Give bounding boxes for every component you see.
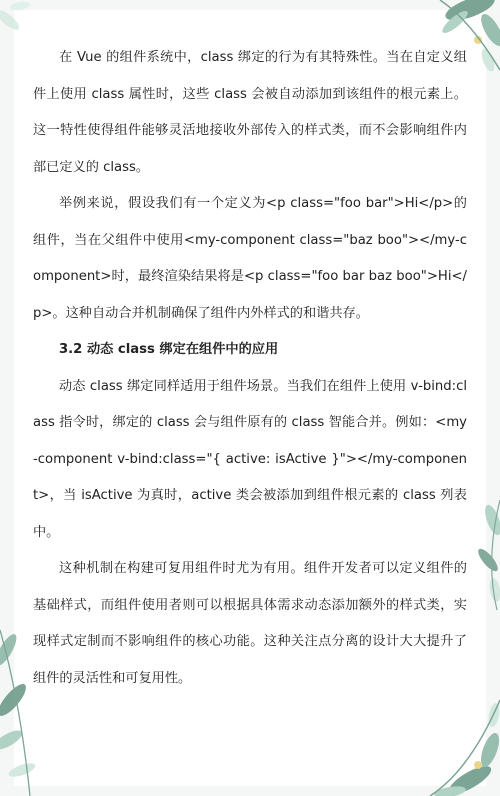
paragraph-2: 举例来说，假设我们有一个定义为<p class="foo bar">Hi</p>的组件，当在父组件中使用<my-component class="baz boo"></my-component>时，最终渲染结果将是<p class="foo bar baz boo">Hi</p>。这种自动合并机制确保了组件内外样式的和谐共存。 [33,196,467,321]
section-heading: 3.2 动态 class 绑定在组件中的应用 [59,342,279,357]
paragraph-1: 在 Vue 的组件系统中，class 绑定的行为有其特殊性。当在自定义组件上使用 class 属性时，这些 class 会被自动添加到该组件的根元素上。这一特性使得组件能够灵活地接收外部传入的样式类，而不会影响组件内部已定义的 class。 [33,50,467,175]
paragraph-4: 这种机制在构建可复用组件时尤为有用。组件开发者可以定义组件的基础样式，而组件使用者则可以根据具体需求动态添加额外的样式类，实现样式定制而不影响组件的核心功能。这种关注点分离的设计大大提升了组件的灵活性和可复用性。 [33,561,467,686]
document-body [33,40,467,697]
paragraph-3: 动态 class 绑定同样适用于组件场景。当我们在组件上使用 v-bind:class 指令时，绑定的 class 会与组件原有的 class 智能合并。例如：<my-component v-bind:class="{ active: isActive }"></my-component>，当 isActive 为真时，active 类会被添加到组件根元素的 class 列表中。 [33,378,467,540]
